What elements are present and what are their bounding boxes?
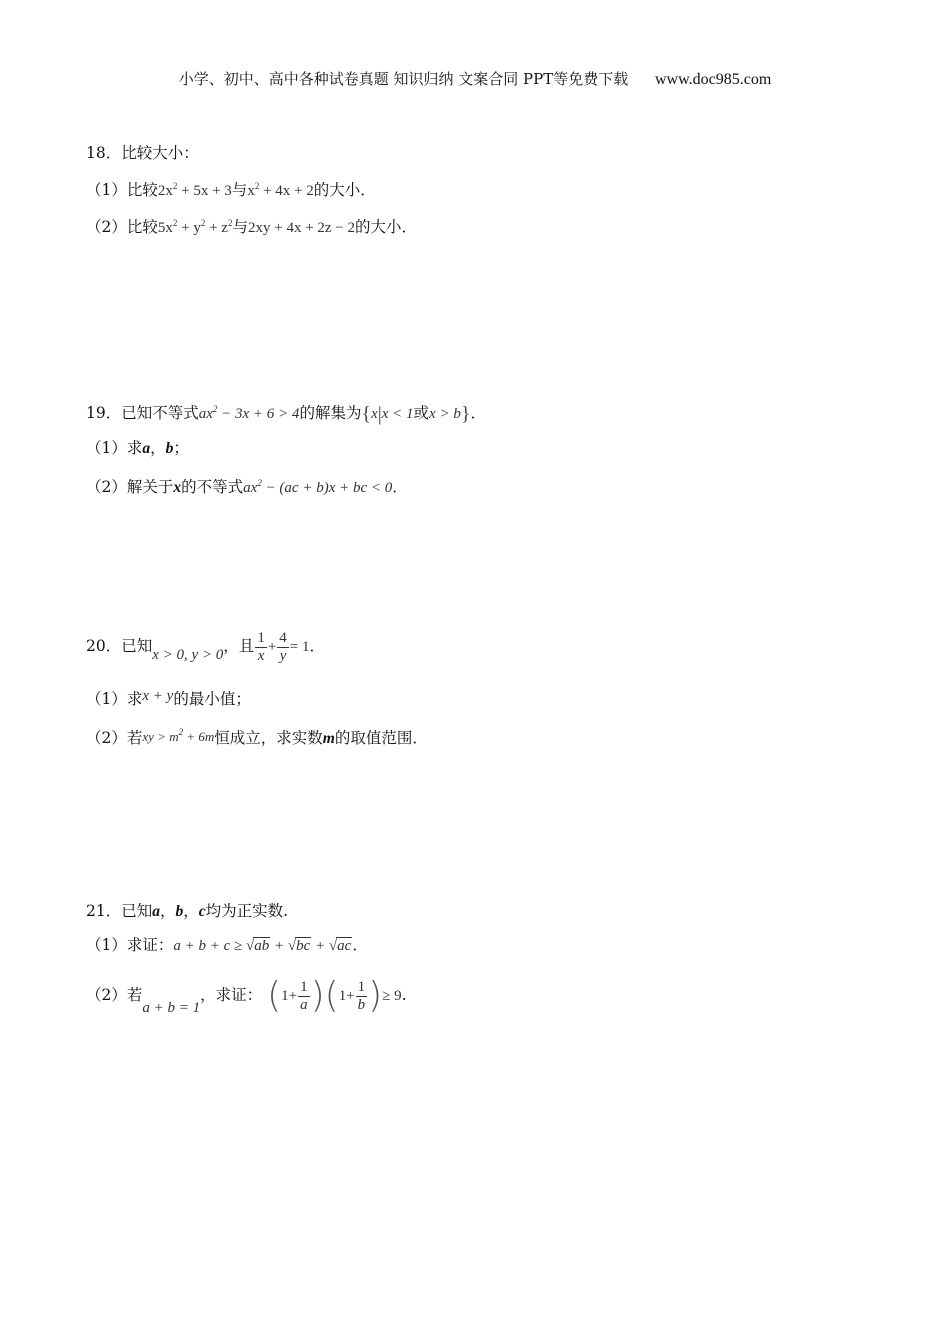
q18-title: 18．比较大小： <box>86 144 199 162</box>
header-text: 小学、初中、高中各种试卷真题 知识归纳 文案合同 PPT等免费下载 <box>178 70 629 88</box>
page-header <box>0 68 950 89</box>
q20-part2: （2）若xy > $m^2 + 6m$恒成立，求实数m的取值范围． <box>86 727 428 747</box>
header-site: www.doc985.com <box>655 71 772 88</box>
solution-set: {x|x < 1 <box>361 403 414 425</box>
q19-title: 19．已知不等式$ax^2 - 3x + 6 > 4$的解集为{x|x < 1或x > b}． <box>86 403 486 425</box>
q21-part2: （2）若a + b = 1，求证： (1+ $\frac{1}{a}$ )(1+ $\frac{1}{b}$ )≥ 9. <box>86 975 407 1016</box>
q19-part1: （1）求a，b； <box>86 439 189 457</box>
q20-part1: （1）求x + y的最小值； <box>86 688 251 708</box>
q18-part2: （2）比较$5x^2 + y^2 + z^2$与2xy + 4x + 2z − 2的大小． <box>86 218 418 236</box>
q19-part2: （2）解关于x的不等式$ax^2 - (ac + b)x$ + bc < 0． <box>86 478 408 496</box>
fraction-4-over-y: $\frac{4}{y}$ <box>279 629 287 664</box>
fraction-1-over-b: $\frac{1}{b}$ <box>357 978 366 1013</box>
q18-part1: （1）比较$2x^2 + 5x + 3$与$x^2 + 4x + 2$的大小． <box>86 181 376 199</box>
q20-title: 20．已知x > 0, y > 0，且 $\frac{1}{x}$ + $\frac{4}{y}$ = 1． <box>86 629 326 664</box>
q21-part1: （1）求证：a + b + c ≥ √ab + √bc + √ac． <box>86 936 368 954</box>
fraction-1-over-a: $\frac{1}{a}$ <box>300 978 308 1013</box>
fraction-1-over-x: $\frac{1}{x}$ <box>257 629 265 664</box>
q21-title: 21．已知a，b，c均为正实数. <box>86 902 289 920</box>
